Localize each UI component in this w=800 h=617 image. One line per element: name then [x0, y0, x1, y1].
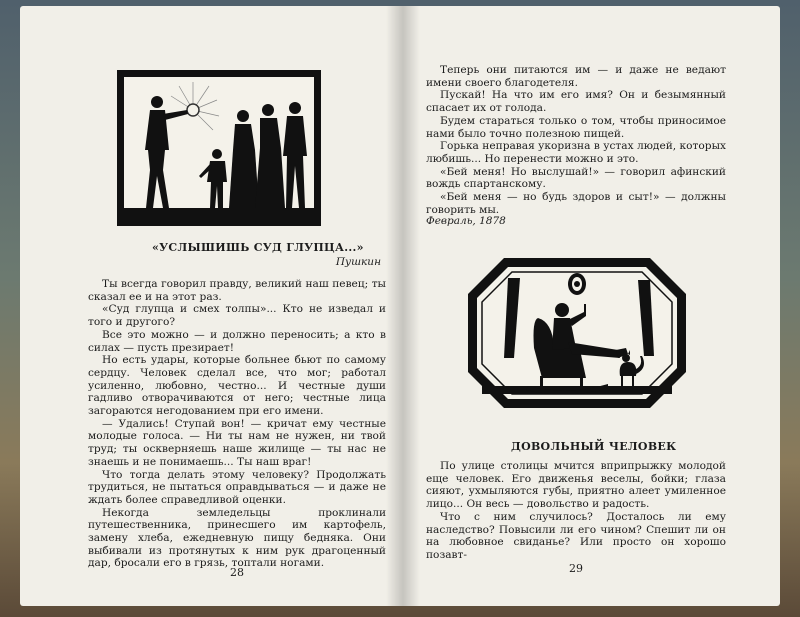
page-number-left: 28 — [230, 566, 244, 579]
right-body-text-bottom — [426, 460, 726, 562]
paragraph: Что тогда делать этому человеку? Продолжать трудиться, не пытаться оправдываться — и даже не ждать более справедливой оценки. — [88, 468, 386, 506]
page-number-right: 29 — [569, 562, 583, 575]
paragraph: По улице столицы мчится вприпрыжку молодой еще человек. Его движенья веселы, бойки; глаза сияют, ухмыляются губы, приятно алеет умиленное лицо... Он весь — довольство и радость. — [426, 460, 726, 511]
left-page — [20, 6, 403, 606]
chapter-title-left: «УСЛЫШИШЬ СУД ГЛУПЦА...» — [152, 241, 364, 254]
paragraph: Что с ним случилось? Досталось ли ему наследство? Повысили ли его чином? Спешит ли он на любовное свиданье? Или просто он хорошо позавт- — [426, 510, 726, 561]
right-page — [403, 6, 780, 606]
paragraph: Некогда земледельцы проклинали путешественника, принесшего им картофель, замену хлеба, ежедневную пищу бедняка. Они выбивали из протянутых к ним рук драгоценный дар, бросали его в грязь, топтали ногами. — [88, 506, 386, 570]
paragraph: Будем стараться только о том, чтобы приносимое нами было точно полезною пищей. — [426, 114, 726, 140]
paragraph: Горька неправая укоризна в устах людей, которых любишь... Но перенести можно и это. — [426, 140, 726, 165]
paragraph: «Бей меня — но будь здоров и сыт!» — должны говорить мы. — [426, 191, 726, 216]
paragraph: Пускай! На что им его имя? Он и безымянный спасает их от голода. — [426, 89, 726, 115]
date-line: Февраль, 1878 — [426, 215, 506, 227]
silhouette-illustration-left — [117, 70, 321, 226]
left-body-text — [88, 278, 386, 570]
silhouette-illustration-right — [468, 258, 686, 408]
paragraph: — Удались! Ступай вон! — кричат ему честные молодые голоса. — Ни ты нам не нужен, ни твой труд; ты оскверняешь наше жилище — ты нас не знаешь и не понимаешь... Ты наш враг! — [88, 417, 386, 468]
epigraph-author: Пушкин — [335, 256, 381, 268]
chapter-title-right: ДОВОЛЬНЫЙ ЧЕЛОВЕК — [511, 440, 677, 453]
paragraph: Но есть удары, которые больнее бьют по самому сердцу. Человек сделал все, что мог; работал усиленно, любовно, честно... И честные души гадливо отворачиваются от него; честные лица загораются негодованием при его имени. — [88, 354, 386, 418]
paragraph: Теперь они питаются им — и даже не ведают имени своего благодетеля. — [426, 64, 726, 89]
paragraph: «Бей меня! Но выслушай!» — говорил афинский вождь спартанскому. — [426, 165, 726, 191]
paragraph: «Суд глупца и смех толпы»... Кто не изведал и того и другого? — [88, 303, 386, 329]
paragraph: Все это можно — и должно переносить; а кто в силах — пусть презирает! — [88, 328, 386, 354]
right-body-text-top — [426, 64, 726, 216]
paragraph: Ты всегда говорил правду, великий наш певец; ты сказал ее и на этот раз. — [88, 278, 386, 303]
